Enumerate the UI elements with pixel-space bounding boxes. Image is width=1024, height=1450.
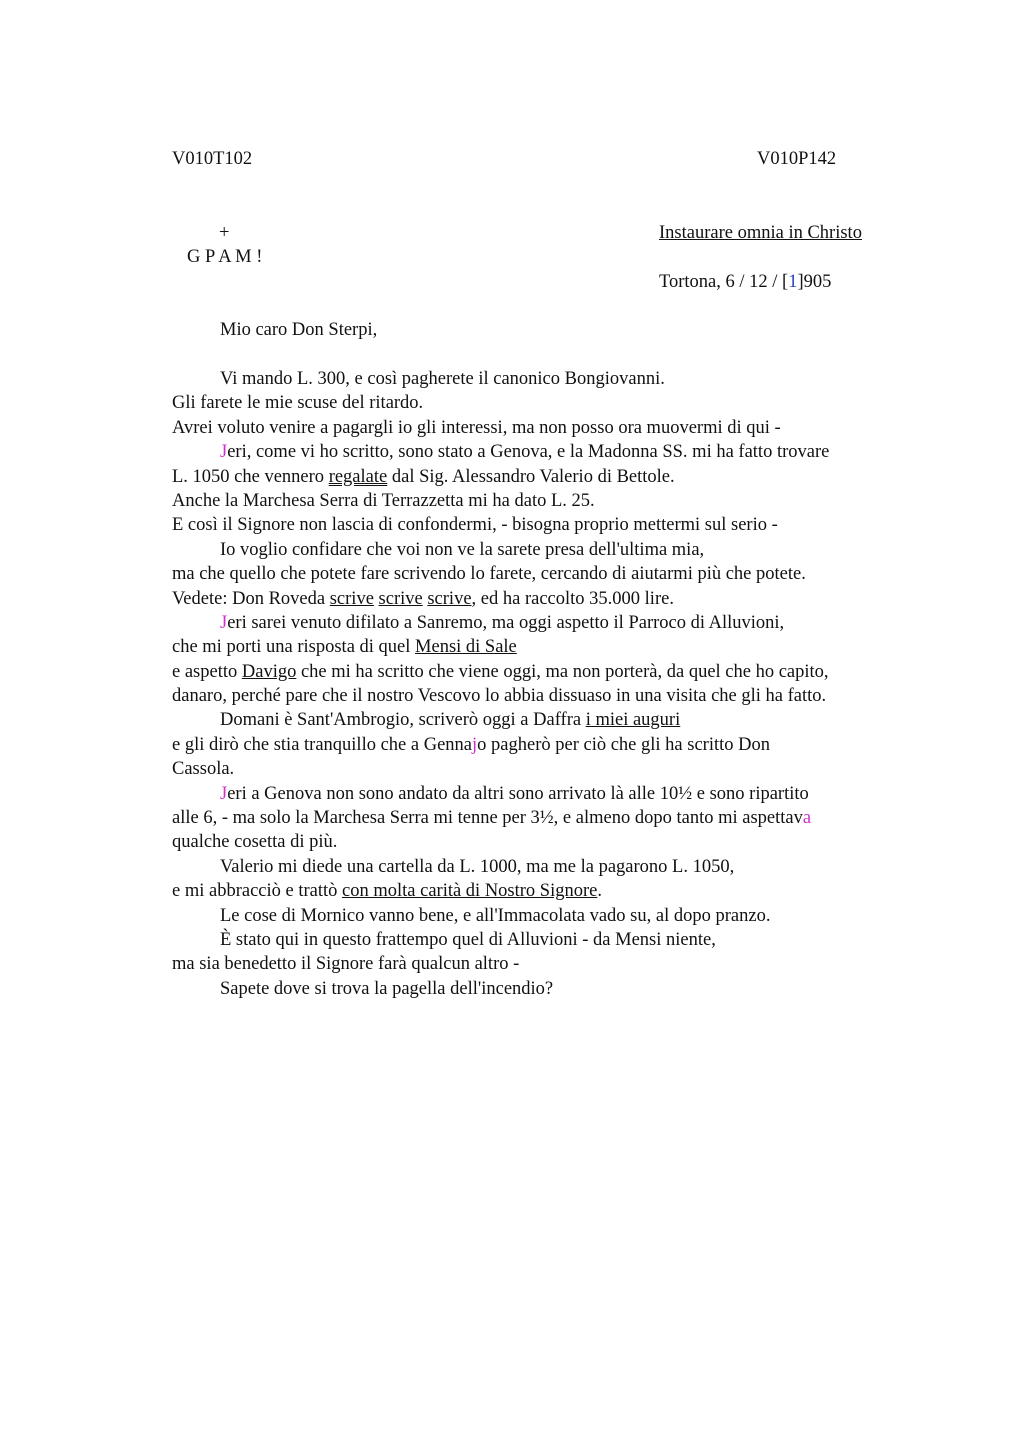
underlined-phrase: con molta carità di Nostro Signore <box>342 881 598 902</box>
line-text: e mi abbracciò e trattò <box>172 881 343 902</box>
body-line: Anche la Marchesa Serra di Terrazzetta mi ha dato L. 25. <box>172 490 595 511</box>
body-line: Valerio mi diede una cartella da L. 1000, ma me la pagarono L. 1050, <box>220 856 735 877</box>
line-text: eri, come vi ho scritto, sono stato a Genova, e la Madonna SS. mi ha fatto trovare <box>227 442 830 463</box>
line-text: eri sarei venuto difilato a Sanremo, ma oggi aspetto il Parroco di Alluvioni, <box>227 612 785 633</box>
date-prefix: Tortona, 6 / 12 / [ <box>659 272 789 292</box>
underlined-word: Davigo <box>241 661 297 682</box>
body-line <box>172 733 972 757</box>
line-text: Domani è Sant'Ambrogio, scriverò oggi a Daffra <box>220 710 586 731</box>
body-line <box>172 782 972 806</box>
letter-date <box>659 270 831 294</box>
highlighted-letter: j <box>472 734 478 755</box>
body-line: E così il Signore non lascia di confondermi, - bisogna proprio mettermi sul serio - <box>172 515 778 536</box>
body-line <box>172 806 972 830</box>
highlighted-letter: J <box>220 442 228 463</box>
cross-mark: + <box>219 223 230 243</box>
underlined-word: scrive <box>329 588 374 609</box>
body-line <box>172 708 972 732</box>
salutation: Mio caro Don Sterpi, <box>220 320 378 340</box>
body-line <box>172 587 972 611</box>
body-line <box>172 465 972 489</box>
line-text: , ed ha raccolto 35.000 lire. <box>471 588 674 609</box>
double-underlined-word: regalate <box>328 466 388 487</box>
underlined-word: scrive <box>378 588 423 609</box>
line-text: L. 1050 che vennero <box>172 466 329 487</box>
line-text: e gli dirò che stia tranquillo che a Genna <box>172 734 473 755</box>
letter-body <box>172 367 972 1001</box>
date-bracket-digit: 1 <box>788 272 798 292</box>
gpam-invocation: G P A M ! <box>187 247 263 267</box>
body-line <box>172 635 972 659</box>
line-text: che mi porti una risposta di quel <box>172 637 416 658</box>
line-text: . <box>597 881 602 902</box>
highlighted-letter: J <box>220 612 228 633</box>
body-line: ma che quello che potete fare scrivendo lo farete, cercando di aiutarmi più che potete. <box>172 564 806 585</box>
body-line: Io voglio confidare che voi non ve la sarete presa dell'ultima mia, <box>220 539 705 560</box>
body-line: Vi mando L. 300, e così pagherete il canonico Bongiovanni. <box>220 369 665 389</box>
line-text: dal Sig. Alessandro Valerio di Bettole. <box>387 466 675 487</box>
document-code-left: V010T102 <box>172 149 253 169</box>
body-line <box>172 440 972 464</box>
body-line: Avrei voluto venire a pagargli io gli interessi, ma non posso ora muovermi di qui - <box>172 417 781 438</box>
body-line: danaro, perché pare che il nostro Vescovo lo abbia dissuaso in una visita che gli ha fatto. <box>172 686 827 707</box>
body-line: È stato qui in questo frattempo quel di Alluvioni - da Mensi niente, <box>220 929 716 950</box>
line-text: Vedete: Don Roveda <box>172 588 330 609</box>
underlined-word: i miei auguri <box>585 710 681 731</box>
highlighted-letter: J <box>220 783 228 804</box>
highlighted-letter: a <box>802 808 812 829</box>
document-code-right: V010P142 <box>757 149 837 169</box>
body-line: Cassola. <box>172 759 235 780</box>
underlined-word: Mensi di Sale <box>415 637 517 658</box>
line-text: che mi ha scritto che viene oggi, ma non porterà, da quel che ho capito, <box>296 661 829 682</box>
body-line <box>172 879 972 903</box>
line-text: eri a Genova non sono andato da altri sono arrivato là alle 10½ e sono ripartito <box>227 783 809 804</box>
body-line <box>172 611 972 635</box>
body-line: Le cose di Mornico vanno bene, e all'Immacolata vado su, al dopo pranzo. <box>220 905 771 926</box>
motto: Instaurare omnia in Christo <box>659 223 862 243</box>
body-line: ma sia benedetto il Signore farà qualcun altro - <box>172 954 520 975</box>
body-line: qualche cosetta di più. <box>172 832 338 853</box>
date-suffix: ]905 <box>797 272 832 292</box>
body-line: Gli farete le mie scuse del ritardo. <box>172 393 424 414</box>
body-line <box>172 660 972 684</box>
body-line: Sapete dove si trova la pagella dell'incendio? <box>220 978 554 999</box>
line-text: e aspetto <box>172 661 242 682</box>
line-text: alle 6, - ma solo la Marchesa Serra mi tenne per 3½, e almeno dopo tanto mi aspettav <box>172 808 803 829</box>
line-text: o pagherò per ciò che gli ha scritto Don <box>477 734 770 755</box>
underlined-word: scrive <box>427 588 472 609</box>
